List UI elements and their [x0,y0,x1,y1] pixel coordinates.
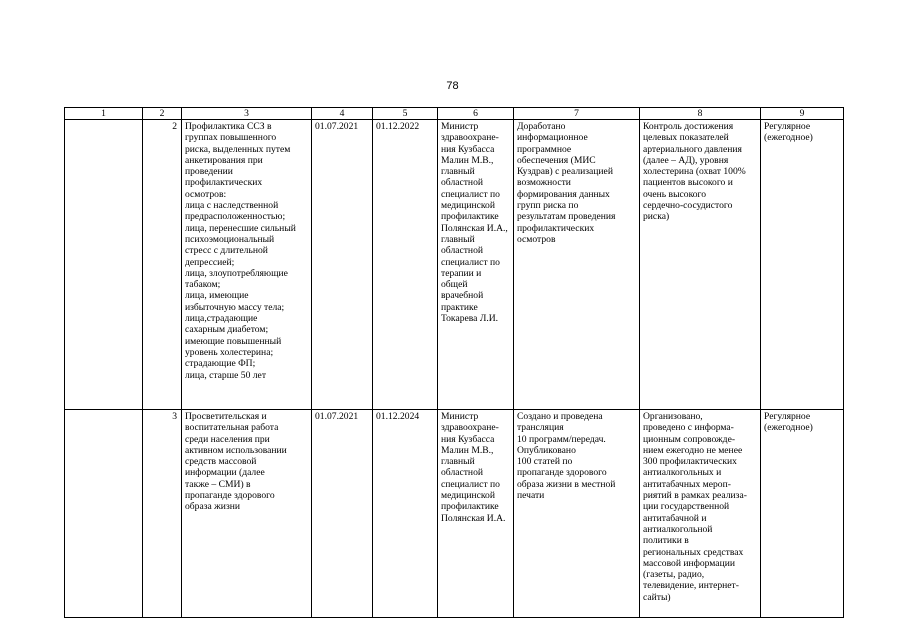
row-group-cell [65,410,143,618]
cell-text-line: специалист по [441,256,500,268]
cell-text-line: обеспечения (МИС [517,154,596,166]
cell-text-line: Токарева Л.И. [441,313,499,325]
cell-text-line: антитабачных мероп- [643,478,731,490]
column-number: 7 [514,108,640,120]
cell-text-line: печати [517,490,545,502]
cell-text-line: 10 программ/передач. [517,433,606,445]
column-number: 8 [640,108,761,120]
cell-text-line: очень высокого [643,188,707,200]
responsible-cell [438,120,514,410]
cell-text-line: табаком; [185,279,221,291]
cell-text-line: средств массовой [185,456,257,468]
cell-text-line: Создано и проведена [517,411,603,422]
periodicity-cell [761,120,844,410]
measure-cell [182,120,312,410]
cell-text-line: также – СМИ) в [185,478,251,490]
cell-text-line: антитабачной и [643,512,707,524]
row-number: 3 [143,410,182,618]
cell-text-line: результатам проведения [517,211,616,223]
cell-text-line: главный [441,456,475,468]
column-number: 6 [438,108,514,120]
cell-text-line: Полянская И.А., [441,222,508,234]
result-cell [514,410,640,618]
cell-text-line: лица, злоупотребляющие [185,267,288,279]
cell-text-line: региональных средствах [643,546,744,558]
cell-text-line: лица с наследственной [185,200,279,212]
cell-text-line: Опубликовано [517,444,576,456]
start-date-cell: 01.07.2021 [312,410,373,618]
cell-text-line: сахарным диабетом; [185,324,269,336]
cell-text-line: предрасположенностью; [185,211,286,223]
cell-text-line: терапии и [441,267,482,279]
cell-text-line: Контроль достижения [643,121,734,132]
cell-text-line: лица, старше 50 лет [185,369,267,381]
cell-text-line: главный [441,166,475,178]
cell-text-line: групп риска по [517,200,579,212]
cell-text-line: имеющие повышенный [185,335,282,347]
cell-text-line: специалист по [441,188,500,200]
cell-text-line: стресс с длительной [185,245,268,257]
column-number: 1 [65,108,143,120]
cell-text-line: пропаганде здорового [185,490,275,502]
cell-text-line: целевых показателей [643,132,729,144]
cell-text-line: образа жизни [185,501,241,513]
cell-text-line: холестерина (охват 100% [643,166,746,178]
end-date-cell: 01.12.2024 [373,410,438,618]
cell-text-line: риятий в рамках реализа- [643,490,747,502]
cell-text-line: проведено с информа- [643,422,734,434]
column-number: 4 [312,108,373,120]
cell-text-line: информации (далее [185,467,265,479]
cell-text-line: артериального давления [643,143,742,155]
indicator-cell [640,120,761,410]
cell-text-line: лица,страдающие [185,313,258,325]
cell-text-line: антиалкогольных и [643,467,722,479]
column-number: 2 [143,108,182,120]
cell-text-line: осмотров: [185,188,227,200]
cell-text-line: страдающие ФП; [185,358,256,370]
cell-text-line: Организовано, [643,411,703,422]
cell-text-line: медицинской [441,490,495,502]
cell-text-line: (далее – АД), уровня [643,154,729,166]
page-number: 78 [446,80,459,92]
cell-text-line: политики в [643,535,689,547]
cell-text-line: формирования данных [517,188,610,200]
cell-text-line: лица, перенесшие сильный [185,222,296,234]
cell-text-line: избыточную массу тела; [185,301,285,313]
cell-text-line: осмотров [517,233,556,245]
cell-text-line: Малин М.В., [441,444,494,456]
cell-text-line: профилактических [517,222,595,234]
cell-text-line: областной [441,177,484,189]
cell-text-line: информационное [517,132,588,144]
cell-text-line: Регулярное [764,121,811,132]
cell-text-line: Профилактика ССЗ в [185,121,272,132]
row-number: 2 [143,120,182,410]
cell-text-line: риска, выделенных путем [185,143,291,155]
table-row [65,120,844,410]
cell-text-line: проведении [185,166,233,178]
cell-text-line: Просветительская и [185,411,267,422]
result-cell [514,120,640,410]
cell-text-line: психоэмоциональный [185,233,275,245]
cell-text-line: риска) [643,211,670,223]
cell-text-line: (ежегодное) [764,132,813,144]
cell-text-line: пациентов высокого и [643,177,733,189]
cell-text-line: главный [441,233,475,245]
periodicity-cell [761,410,844,618]
cell-text-line: анкетирования при [185,154,263,166]
end-date-cell: 01.12.2022 [373,120,438,410]
cell-text-line: антиалкогольной [643,523,713,535]
cell-text-line: образа жизни в местной [517,478,616,490]
cell-text-line: уровень холестерина; [185,346,274,358]
cell-text-line: Полянская И.А. [441,512,506,524]
cell-text-line: сердечно-сосудистого [643,200,733,212]
column-number: 5 [373,108,438,120]
row-group-cell [65,120,143,410]
column-number: 9 [761,108,844,120]
cell-text-line: профилактических [185,177,263,189]
cell-text-line: среди населения при [185,433,270,445]
column-number: 3 [182,108,312,120]
cell-text-line: трансляция [517,422,564,434]
cell-text-line: Доработано [517,121,566,132]
cell-text-line: активном использовании [185,444,287,456]
cell-text-line: нием ежегодно не менее [643,444,743,456]
cell-text-line: программное [517,143,572,155]
cell-text-line: ции государственной [643,501,730,513]
cell-text-line: депрессией; [185,256,235,268]
cell-text-line: медицинской [441,200,495,212]
table-row [65,410,844,618]
cell-text-line: массовой информации [643,557,735,569]
cell-text-line: ния Кузбасса [441,433,495,445]
cell-text-line: профилактике [441,501,499,513]
cell-text-line: здравоохране- [441,422,499,434]
responsible-cell [438,410,514,618]
measures-table [64,107,844,618]
cell-text-line: (ежегодное) [764,422,813,434]
measure-cell [182,410,312,618]
cell-text-line: возможности [517,177,571,189]
cell-text-line: сайты) [643,591,671,603]
cell-text-line: группах повышенного [185,132,277,144]
cell-text-line: пропаганде здорового [517,467,607,479]
cell-text-line: Регулярное [764,411,811,422]
cell-text-line: областной [441,245,484,257]
indicator-cell [640,410,761,618]
cell-text-line: Министр [441,121,479,132]
cell-text-line: ционным сопровожде- [643,433,736,445]
cell-text-line: ния Кузбасса [441,143,495,155]
cell-text-line: врачебной [441,290,484,302]
cell-text-line: воспитательная работа [185,422,279,434]
cell-text-line: лица, имеющие [185,290,249,302]
cell-text-line: 100 статей по [517,456,573,468]
cell-text-line: Министр [441,411,479,422]
start-date-cell: 01.07.2021 [312,120,373,410]
cell-text-line: специалист по [441,478,500,490]
cell-text-line: 300 профилактических [643,456,737,468]
cell-text-line: практике [441,301,478,313]
column-number-row [65,108,844,120]
cell-text-line: общей [441,279,468,291]
cell-text-line: здравоохране- [441,132,499,144]
cell-text-line: Малин М.В., [441,154,494,166]
cell-text-line: (газеты, радио, [643,569,705,581]
cell-text-line: профилактике [441,211,499,223]
cell-text-line: Куздрав) с реализацией [517,166,613,178]
cell-text-line: телевидение, интернет- [643,580,739,592]
cell-text-line: областной [441,467,484,479]
